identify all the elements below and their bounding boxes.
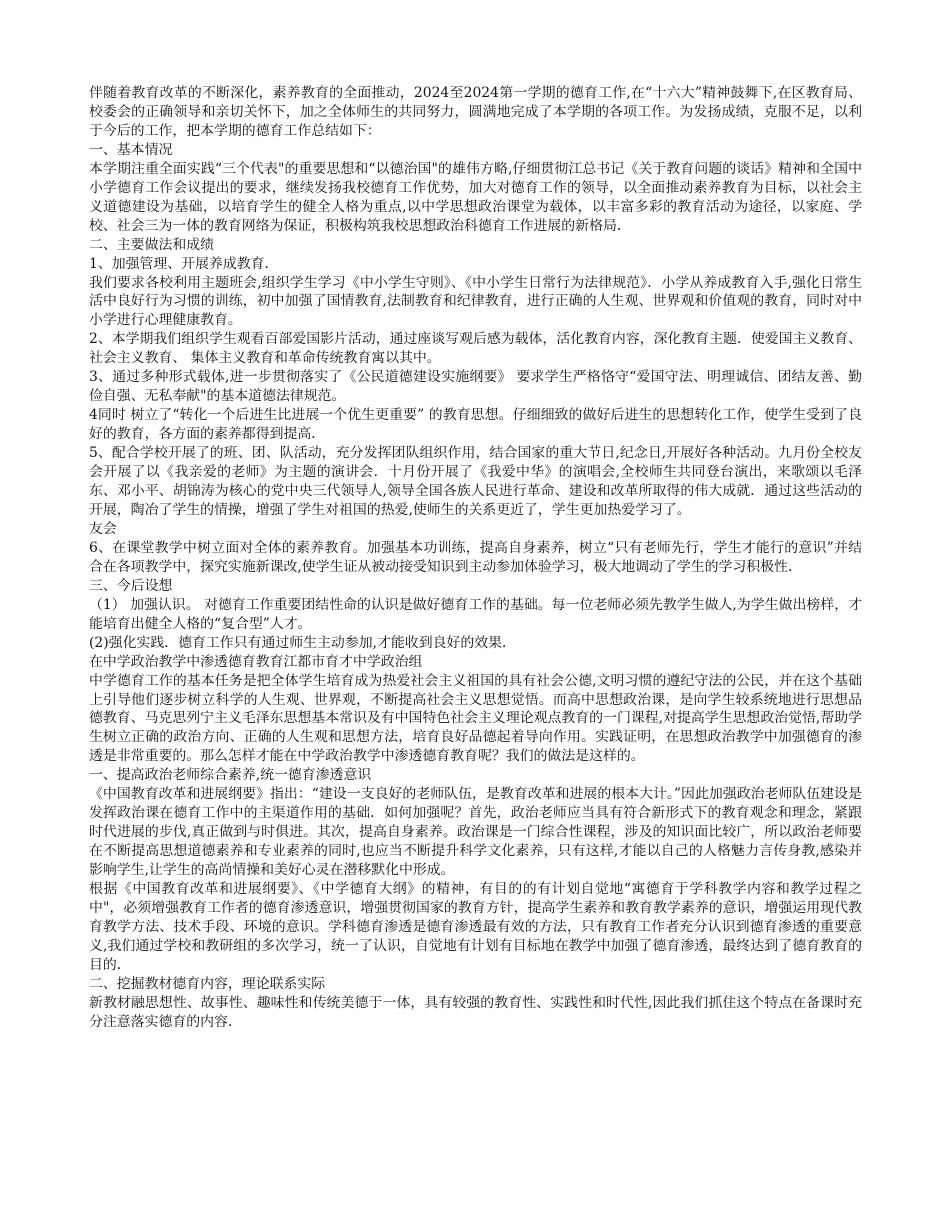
body-paragraph: （1） 加强认识。 对德育工作重要团结性命的认识是做好德育工作的基础。每一位老师必须先教学生做人,为学生做出榜样，才能培育出健全人格的“复合型”人才。 [89, 596, 862, 632]
body-line: 友会 [89, 520, 117, 537]
section-heading-main-practices: 二、主要做法和成绩 [89, 236, 215, 253]
body-paragraph: 本学期注重全面实践“三个代表"的重要思想和“以德治国"的雄伟方略,仔细贯彻江总书记《关于教育问题的谈话》精神和全国中小学德育工作会议提出的要求，继续发扬我校德育工作优势，加大对德育工作的领导，以全面推动素养教育为目标，以社会主义道德建设为基础，以培育学生的健全人格为重点,以中学思想政治课堂为载体，以丰富多彩的教育活动为途径，以家庭、学校、社会三为一体的教育网络为保证，积极构筑我校思想政治科德育工作进展的新格局． [89, 160, 862, 234]
article-title: 在中学政治教学中渗透德育教育江都市育才中学政治组 [89, 653, 423, 670]
body-paragraph: (2)强化实践．德育工作只有通过师生主动参加,才能收到良好的效果． [89, 634, 516, 651]
body-paragraph: 2、本学期我们组织学生观看百部爱国影片活动，通过座谈写观后感为载体，活化教育内容，深化教育主题．使爱国主义教育、社会主义教育、 集体主义教育和革命传统教育寓以其中。 [89, 331, 862, 367]
section-heading-teacher-quality: 一、提高政治老师综合素养,统一德育渗透意识 [89, 767, 372, 784]
section-heading-future-plans: 三、今后设想 [89, 577, 173, 594]
body-paragraph: 我们要求各校利用主题班会,组织学生学习《中小学生守则》、《中小学生日常行为法律规范》．小学从养成教育入手,强化日常生活中良好行为习惯的训练，初中加强了国情教育,法制教育和纪律教育，进行正确的人生观、世界观和价值观的教育，同时对中小学进行心理健康教育。 [89, 274, 862, 329]
body-paragraph: 根据《中国教育改革和进展纲要》、《中学德育大纲》的精神，有目的的有计划自觉地“寓德育于学科教学内容和教学过程之中"，必须增强教育工作者的德育渗透意识，增强贯彻国家的教育方针，提高学生素养和教育教学素养的意识，增强运用现代教育教学方法、技术手段、环境的意识。学科德育渗透是德育渗透最有效的方法，只有教育工作者充分认识到德育渗透的重要意义,我们通过学校和教研组的多次学习，统一了认识，自觉地有计划有目标地在教学中加强了德育渗透，最终达到了德育教育的目的． [89, 881, 862, 973]
body-paragraph: 4同时 树立了“转化一个后进生比进展一个优生更重要” 的教育思想。仔细细致的做好后进生的思想转化工作，使学生受到了良好的教育，各方面的素养都得到提高． [89, 407, 862, 443]
body-paragraph: 3、通过多种形式载体,进一步贯彻落实了《公民道德建设实施纲要》 要求学生严格恪守“爱国守法、明理诚信、团结友善、勤俭自强、无私奉献"的基本道德法律规范。 [89, 369, 862, 405]
document-body [89, 84, 862, 1032]
body-paragraph: 新教材融思想性、故事性、趣味性和传统美德于一体，具有较强的教育性、实践性和时代性,因此我们抓住这个特点在备课时充分注意落实德育的内容． [89, 994, 862, 1030]
section-heading-basic-situation: 一、基本情况 [89, 141, 173, 158]
section-heading-textbook-content: 二、挖掘教材德育内容，理论联系实际 [89, 975, 326, 992]
intro-paragraph: 伴随着教育改革的不断深化，素养教育的全面推动，2024至2024第一学期的德育工作,在“十六大”精神鼓舞下,在区教育局、校委会的正确领导和亲切关怀下，加之全体师生的共同努力，圆满地完成了本学期的各项工作。为发扬成绩，克服不足，以利于今后的工作，把本学期的德育工作总结如下： [89, 85, 862, 139]
body-paragraph: 6、在课堂教学中树立面对全体的素养教育。加强基本功训练，提高自身素养，树立“只有老师先行，学生才能行的意识”并结合在各项教学中，探究实施新课改,使学生证从被动接受知识到主动参加体验学习，极大地调动了学生的学习积极性． [89, 539, 862, 575]
body-paragraph: 5、配合学校开展了的班、团、队活动，充分发挥团队组织作用，结合国家的重大节日,纪念日,开展好各种活动。九月份全校友会开展了以《我亲爱的老师》为主题的演讲会．十月份开展了《我爱中华》的演唱会,全校师生共同登台演出，来歌颂以毛泽东、邓小平、胡锦涛为核心的党中央三代领导人,领导全国各族人民进行革命、建设和改革所取得的伟大成就．通过这些活动的开展，陶冶了学生的情操，增强了学生对祖国的热爱,使师生的关系更近了，学生更加热爱学习了。 [89, 445, 862, 518]
subheading-management: 1、加强管理、开展养成教育． [89, 255, 279, 272]
body-paragraph: 中学德育工作的基本任务是把全体学生培育成为热爱社会主义祖国的具有社会公德,文明习惯的遵纪守法的公民，并在这个基础上引导他们逐步树立科学的人生观、世界观，不断提高社会主义思想觉悟。而高中思想政治课，是向学生较系统地进行思想品德教育、马克思列宁主义毛泽东思想基本常识及有中国特色社会主义理论观点教育的一门课程,对提高学生思想政治觉悟,帮助学生树立正确的政治方向、正确的人生观和思想方法，培育良好品德起着导向作用。实践证明，在思想政治教学中加强德育的渗透是非常重要的。那么怎样才能在中学政治教学中渗透德育教育呢？我们的做法是这样的。 [89, 672, 862, 765]
body-paragraph: 《中国教育改革和进展纲要》指出：“建设一支良好的老师队伍，是教育改革和进展的根本大计。”因此加强政治老师队伍建设是发挥政治课在德育工作中的主渠道作用的基础．如何加强呢？首先，政治老师应当具有符合新形式下的教育观念和理念，紧跟时代进展的步伐,真正做到与时俱进。其次，提高自身素养。政治课是一门综合性课程，涉及的知识面比较广，所以政治老师要在不断提高思想道德素养和专业素养的同时,也应当不断提升科学文化素养，只有这样,才能以自己的人格魅力言传身教,感染并影响学生,让学生的高尚情操和美好心灵在潜移默化中形成。 [89, 786, 862, 879]
